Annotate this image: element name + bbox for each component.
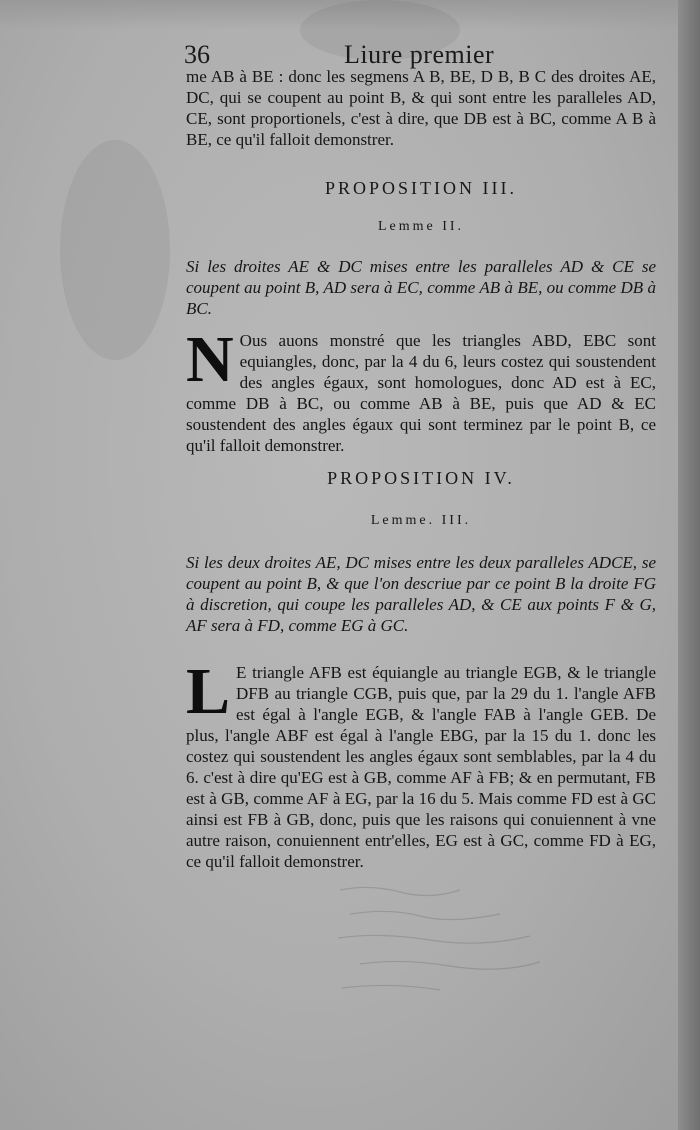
page-number: 36 bbox=[184, 40, 210, 69]
proof-3-text: Ous auons monstré que les triangles ABD, EBC sont equiangles, donc, par la 4 du 6, leurs costez qui soustendent des angles égaux, sont homologues, donc AD est à EC, comme DB à BC, ou comme AB à BE, puis que AD & EC soustendent des angles égaux qui sont terminez par le point B, ce qu'il falloit demonstrer. bbox=[186, 331, 656, 455]
proof-paragraph-4 bbox=[186, 655, 656, 871]
drop-cap: L bbox=[186, 655, 231, 728]
lemme-2-heading: Lemme II. bbox=[377, 219, 465, 234]
lemme-3-heading: Lemme. III. bbox=[370, 513, 472, 528]
proposition-3-heading: PROPOSITION III. bbox=[325, 178, 517, 198]
bleed-through-handwriting bbox=[330, 880, 570, 1000]
proof-paragraph-3 bbox=[186, 323, 656, 455]
proposition-4-heading: PROPOSITION IV. bbox=[327, 468, 515, 488]
lemme-3-statement: Si les deux droites AE, DC mises entre les deux paralleles ADCE, se coupent au point B, & que l'on descriue par ce point B la droite FG à discretion, qui coupe les paralleles AD, & CE aux points F & G, AF sera à FD, comme EG à GC. bbox=[186, 553, 656, 635]
running-title: Liure premier bbox=[344, 40, 495, 69]
continuation-paragraph: me AB à BE : donc les segmens A B, BE, D B, B C des droites AE, DC, qui se coupent au point B, & qui sont entre les paralleles AD, CE, sont proportionels, c'est à dire, que DB est à BC, comme A B à BE, ce qu'il falloit demonstrer. bbox=[186, 67, 656, 149]
lemme-2-statement: Si les droites AE & DC mises entre les paralleles AD & CE se coupent au point B, AD sera à EC, comme AB à BE, ou comme DB à BC. bbox=[186, 257, 656, 318]
page-edge-shadow bbox=[678, 0, 700, 1130]
faint-marks-icon bbox=[330, 880, 570, 1000]
proof-4-text: E triangle AFB est équiangle au triangle EGB, & le triangle DFB au triangle CGB, puis que, par la 29 du 1. l'angle AFB est égal à l'angle EGB, & l'angle FAB à l'angle GEB. De plus, l'angle ABF est égal à l'angle EBG, par la 15 du 1. donc les costez qui soustendent les angles égaux sont semblables, par la 4 du 6. c'est à dire qu'EG est à GB, comme AF à FB; & en permutant, FB est à GB, comme AF à EG, par la 16 du 5. Mais comme FD est à GC ainsi est FB à GB, donc, puis que les raisons qui conuiennent à vne autre raison, conuiennent entr'elles, EG est à GC, comme FD à EG, ce qu'il falloit demonstrer. bbox=[186, 663, 656, 871]
paper-stain bbox=[60, 140, 170, 360]
drop-cap: N bbox=[186, 323, 234, 396]
